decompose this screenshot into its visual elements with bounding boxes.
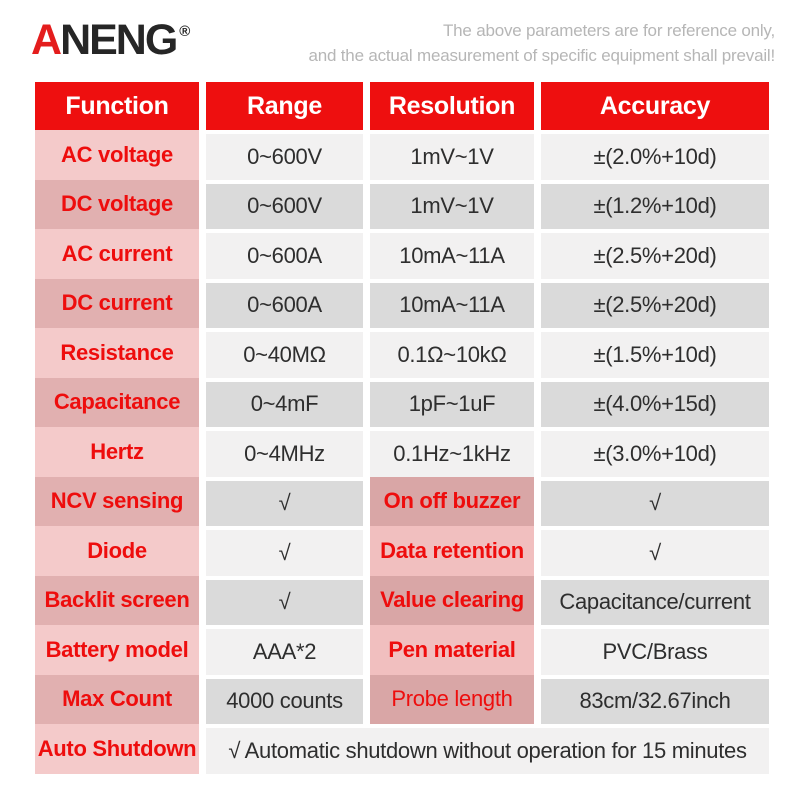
table-row xyxy=(35,477,769,527)
resolution-value: 0.1Ω~10kΩ xyxy=(370,328,534,378)
range-value: 0~600V xyxy=(206,180,363,230)
function-label: Max Count xyxy=(35,675,199,725)
range-value: 0~40MΩ xyxy=(206,328,363,378)
feature-label: Pen material xyxy=(370,625,534,675)
brand-logo xyxy=(31,16,191,65)
range-value: 0~600A xyxy=(206,229,363,279)
resolution-value: 1mV~1V xyxy=(370,180,534,230)
table-row xyxy=(35,724,769,774)
registered-trademark-icon: ® xyxy=(179,23,191,40)
function-label: Hertz xyxy=(35,427,199,477)
accuracy-value: ±(2.5%+20d) xyxy=(541,279,769,329)
feature-label: Probe length xyxy=(370,675,534,725)
feature-value: PVC/Brass xyxy=(541,625,769,675)
spec-table xyxy=(35,82,769,774)
range-value: 0~600V xyxy=(206,130,363,180)
accuracy-value: ±(1.5%+10d) xyxy=(541,328,769,378)
header-range: Range xyxy=(206,82,363,130)
function-label: Backlit screen xyxy=(35,576,199,626)
function-label: Capacitance xyxy=(35,378,199,428)
feature-value: 4000 counts xyxy=(206,675,363,725)
table-row xyxy=(35,328,769,378)
feature-label: Value clearing xyxy=(370,576,534,626)
function-label: Battery model xyxy=(35,625,199,675)
table-row xyxy=(35,576,769,626)
check-mark: √ xyxy=(541,477,769,527)
range-value: 0~4MHz xyxy=(206,427,363,477)
function-label: DC current xyxy=(35,279,199,329)
resolution-value: 10mA~11A xyxy=(370,279,534,329)
table-header-row xyxy=(35,82,769,130)
table-row xyxy=(35,675,769,725)
header-resolution: Resolution xyxy=(370,82,534,130)
range-value: 0~600A xyxy=(206,279,363,329)
table-row xyxy=(35,378,769,428)
brand-logo-letter-a: A xyxy=(31,16,61,64)
range-value: 0~4mF xyxy=(206,378,363,428)
feature-value: √ Automatic shutdown without operation for 15 minutes xyxy=(206,724,769,774)
resolution-value: 1pF~1uF xyxy=(370,378,534,428)
table-row xyxy=(35,526,769,576)
table-row xyxy=(35,229,769,279)
check-mark: √ xyxy=(206,576,363,626)
function-label: Auto Shutdown xyxy=(35,724,199,774)
resolution-value: 1mV~1V xyxy=(370,130,534,180)
table-row xyxy=(35,130,769,180)
header-function: Function xyxy=(35,82,199,130)
function-label: AC current xyxy=(35,229,199,279)
function-label: Resistance xyxy=(35,328,199,378)
accuracy-value: ±(3.0%+10d) xyxy=(541,427,769,477)
disclaimer-line-1: The above parameters are for reference only, xyxy=(442,21,775,40)
check-mark: √ xyxy=(541,526,769,576)
brand-logo-letters: NENG xyxy=(60,16,177,64)
feature-value: Capacitance/current xyxy=(541,576,769,626)
accuracy-value: ±(4.0%+15d) xyxy=(541,378,769,428)
table-row xyxy=(35,279,769,329)
feature-value: AAA*2 xyxy=(206,625,363,675)
function-label: DC voltage xyxy=(35,180,199,230)
table-row xyxy=(35,625,769,675)
header-accuracy: Accuracy xyxy=(541,82,769,130)
check-mark: √ xyxy=(206,477,363,527)
disclaimer-line-2: and the actual measurement of specific equipment shall prevail! xyxy=(308,46,775,65)
function-label: Diode xyxy=(35,526,199,576)
accuracy-value: ±(2.0%+10d) xyxy=(541,130,769,180)
check-mark: √ xyxy=(206,526,363,576)
table-row xyxy=(35,427,769,477)
resolution-value: 0.1Hz~1kHz xyxy=(370,427,534,477)
table-row xyxy=(35,180,769,230)
feature-label: Data retention xyxy=(370,526,534,576)
accuracy-value: ±(1.2%+10d) xyxy=(541,180,769,230)
accuracy-value: ±(2.5%+20d) xyxy=(541,229,769,279)
feature-label: On off buzzer xyxy=(370,477,534,527)
function-label: AC voltage xyxy=(35,130,199,180)
resolution-value: 10mA~11A xyxy=(370,229,534,279)
disclaimer-note xyxy=(309,18,776,68)
feature-value: 83cm/32.67inch xyxy=(541,675,769,725)
function-label: NCV sensing xyxy=(35,477,199,527)
